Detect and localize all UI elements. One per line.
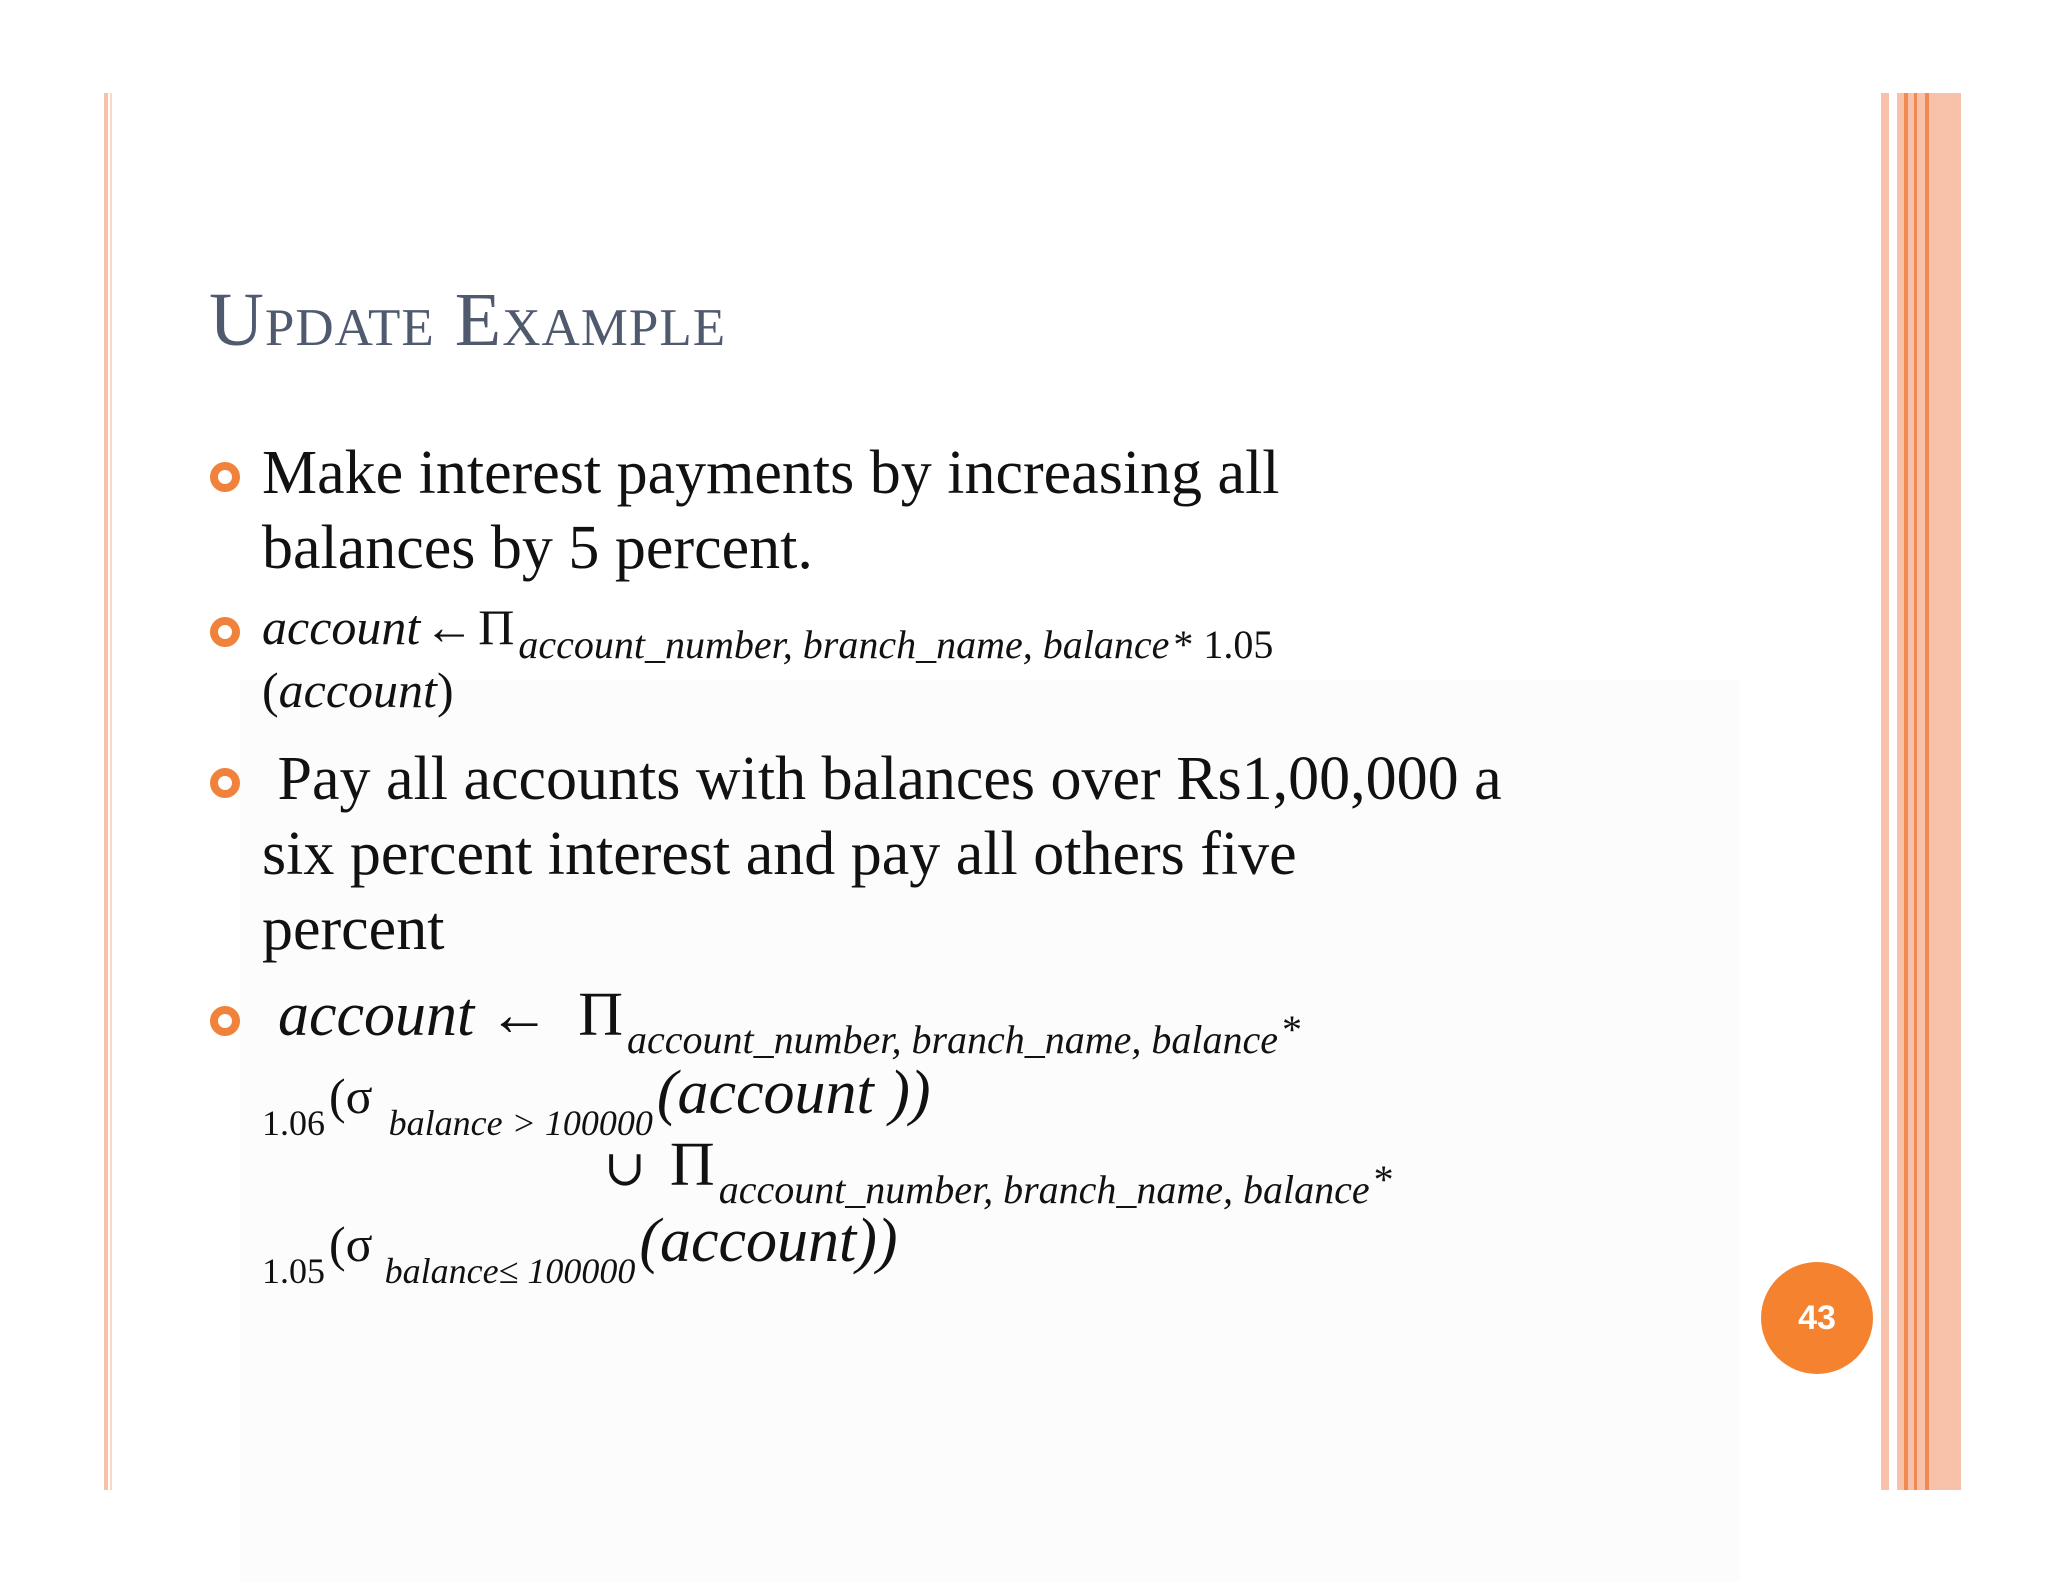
slide-title: Update Example <box>209 278 727 362</box>
selection-symbol: (σ <box>329 1216 373 1272</box>
bullet-3-line-1: Pay all accounts with balances over Rs1,00,000 a <box>262 745 1502 813</box>
bullet-3-line-2: six percent interest and pay all others five <box>262 820 1297 888</box>
right-border-stripe <box>1881 93 1889 1490</box>
bullet-icon <box>210 462 240 492</box>
bullet-2-expression <box>262 599 1274 667</box>
assign-arrow: ← <box>424 599 475 655</box>
projection-attributes: account_number, branch_name, balance <box>718 1167 1370 1212</box>
assign-arrow: ← <box>488 981 551 1049</box>
projection-symbol: Π <box>669 1131 715 1199</box>
bullet-icon <box>210 617 240 647</box>
left-border-stripe-thin <box>110 93 112 1490</box>
bullet-4-expression-line-1 <box>278 981 1303 1062</box>
multiply-sign: * <box>1373 1157 1394 1202</box>
operand-relation: (account)) <box>639 1207 898 1275</box>
operand-relation: account <box>278 662 437 718</box>
selection-symbol: (σ <box>329 1068 373 1124</box>
bullet-4-expression-line-3 <box>604 1131 1394 1212</box>
selection-condition: balance≤ 100000 <box>384 1251 636 1291</box>
bullet-4-expression-line-4 <box>262 1207 898 1291</box>
right-border-line-2 <box>1914 93 1917 1490</box>
right-border-line-3 <box>1925 93 1929 1490</box>
left-border-stripe <box>104 93 108 1490</box>
bullet-3-line-3: percent <box>262 895 445 963</box>
projection-factor: * 1.05 <box>1173 622 1274 667</box>
bullet-icon <box>210 1006 240 1036</box>
bullet-icon <box>210 768 240 798</box>
projection-attributes: account_number, branch_name, balance <box>627 1017 1279 1062</box>
projection-symbol: Π <box>578 981 624 1049</box>
projection-attributes: account_number, branch_name, balance <box>518 622 1170 667</box>
factor-value: 1.06 <box>262 1103 325 1143</box>
union-symbol: ∪ <box>604 1140 646 1196</box>
factor-value: 1.05 <box>262 1251 325 1291</box>
relation-name: account <box>262 599 421 655</box>
bullet-4-expression-line-2 <box>262 1059 931 1143</box>
bullet-1-line-1: Make interest payments by increasing all <box>262 439 1280 507</box>
relation-name: account <box>278 981 475 1049</box>
page-number-badge: 43 <box>1761 1262 1873 1374</box>
selection-condition: balance > 100000 <box>388 1103 653 1143</box>
projection-symbol: Π <box>478 599 515 655</box>
bullet-1-line-2: balances by 5 percent. <box>262 514 813 582</box>
multiply-sign: * <box>1282 1007 1303 1052</box>
right-border-line-1 <box>1904 93 1908 1490</box>
operand-relation: (account )) <box>656 1059 931 1127</box>
bullet-2-operand: (account) <box>262 662 454 718</box>
